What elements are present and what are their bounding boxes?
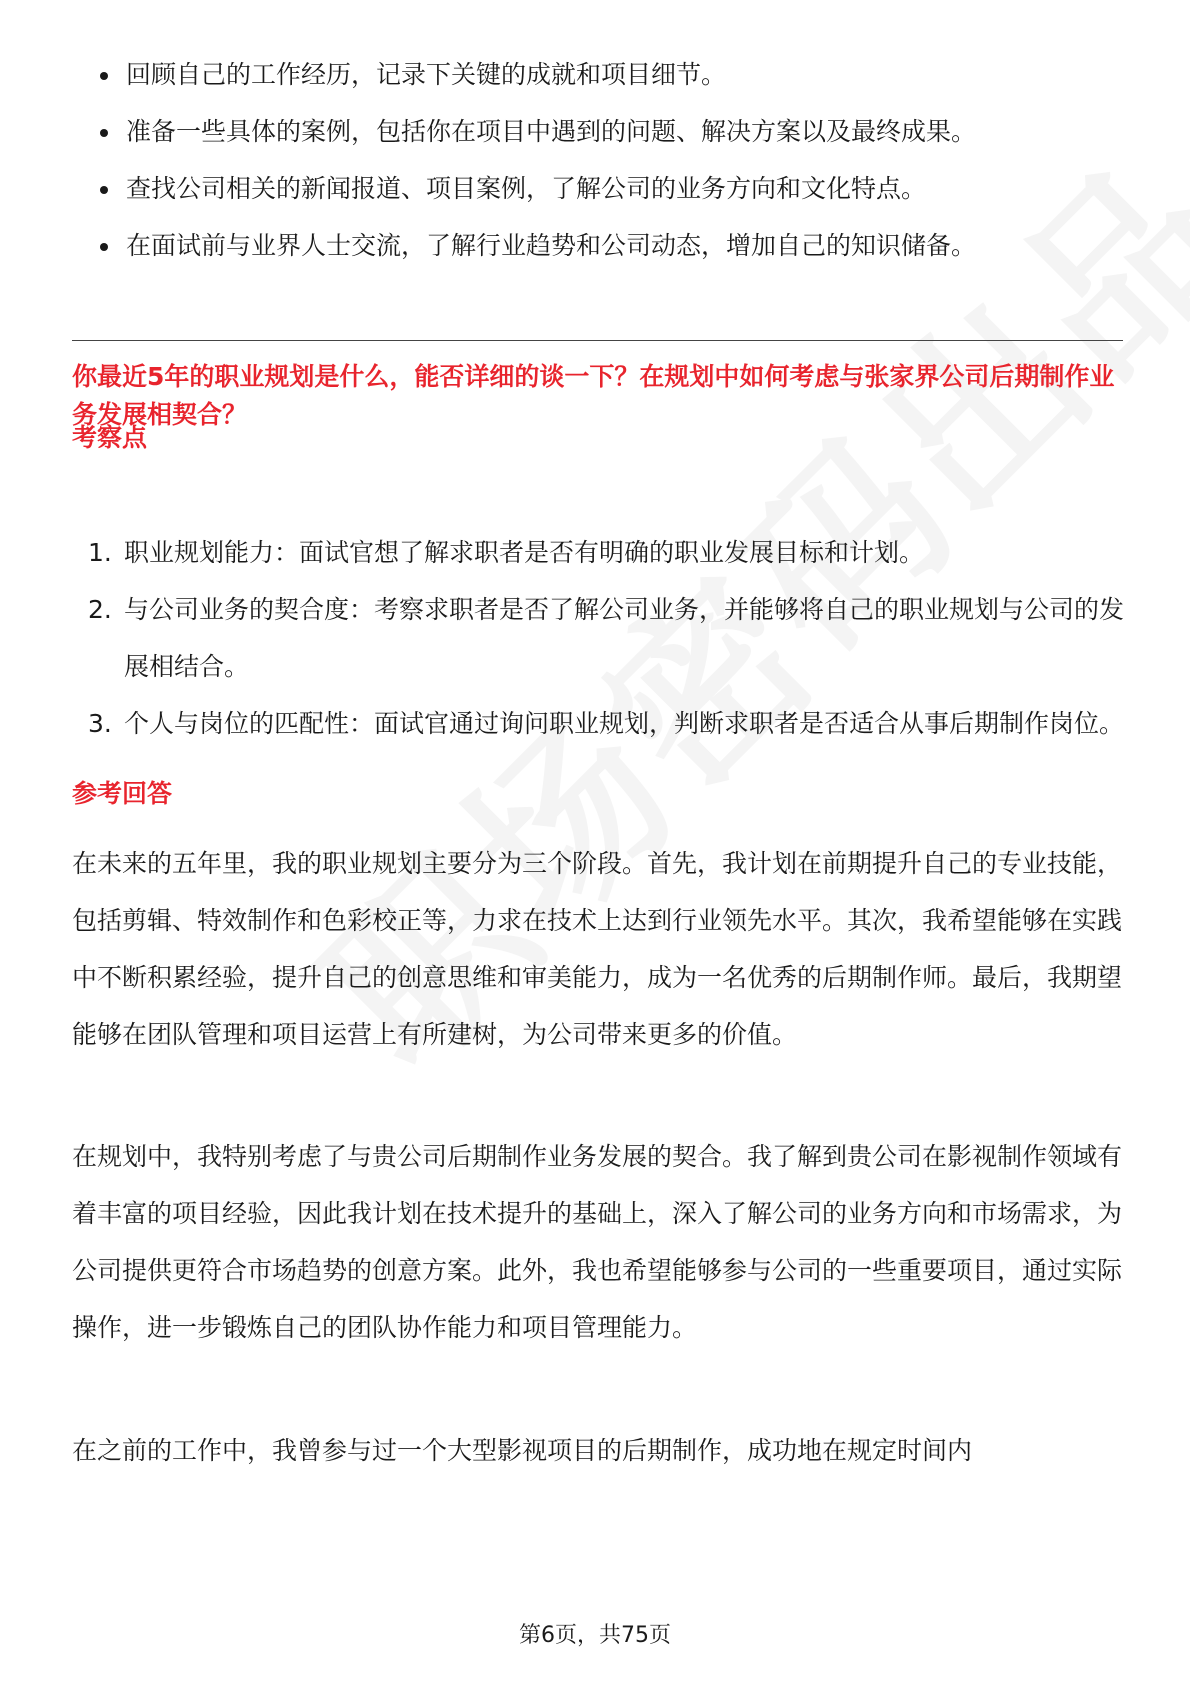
answer-heading: 参考回答 — [72, 779, 173, 808]
bullet-item: 准备一些具体的案例，包括你在项目中遇到的问题、解决方案以及最终成果。 — [96, 117, 976, 147]
bullet-item: 查找公司相关的新闻报道、项目案例，了解公司的业务方向和文化特点。 — [96, 174, 976, 204]
item-text: 个人与岗位的匹配性：面试官通过询问职业规划，判断求职者是否适合从事后期制作岗位。 — [124, 709, 1125, 738]
bullet-list — [96, 60, 976, 288]
item-number: 3. — [88, 709, 112, 738]
answer-paragraph: 在之前的工作中，我曾参与过一个大型影视项目的后期制作，成功地在规定时间内 — [72, 1436, 973, 1465]
page-footer: 第6页，共75页 — [519, 1623, 671, 1648]
section-divider — [72, 340, 1123, 341]
item-number: 1. — [88, 538, 112, 567]
item-number: 2. — [88, 595, 112, 624]
answer-paragraph: 在规划中，我特别考虑了与贵公司后期制作业务发展的契合。我了解到贵公司在影视制作领域有着丰富的项目经验，因此我计划在技术提升的基础上，深入了解公司的业务方向和市场需求，为公司提供更符合市场趋势的创意方案。此外，我也希望能够参与公司的一些重要项目，通过实际操作，进一步锻炼自己的团队协作能力和项目管理能力。 — [72, 1142, 1123, 1342]
item-text: 职业规划能力：面试官想了解求职者是否有明确的职业发展目标和计划。 — [124, 538, 925, 567]
bullet-item: 在面试前与业界人士交流，了解行业趋势和公司动态，增加自己的知识储备。 — [96, 231, 976, 261]
question-title: 你最近5年的职业规划是什么，能否详细的谈一下？在规划中如何考虑与张家界公司后期制作业务发展相契合？ — [72, 362, 1115, 429]
item-text: 与公司业务的契合度：考察求职者是否了解公司业务，并能够将自己的职业规划与公司的发展相结合。 — [124, 595, 1125, 681]
answer-paragraph: 在未来的五年里，我的职业规划主要分为三个阶段。首先，我计划在前期提升自己的专业技能，包括剪辑、特效制作和色彩校正等，力求在技术上达到行业领先水平。其次，我希望能够在实践中不断积累经验，提升自己的创意思维和审美能力，成为一名优秀的后期制作师。最后，我期望能够在团队管理和项目运营上有所建树，为公司带来更多的价值。 — [72, 849, 1123, 1049]
assessment-list — [88, 524, 1128, 752]
assessment-heading: 考察点 — [72, 423, 148, 452]
assessment-item — [88, 581, 1128, 695]
assessment-item — [88, 695, 1128, 752]
bullet-item: 回顾自己的工作经历，记录下关键的成就和项目细节。 — [96, 60, 976, 90]
assessment-item — [88, 524, 1128, 581]
